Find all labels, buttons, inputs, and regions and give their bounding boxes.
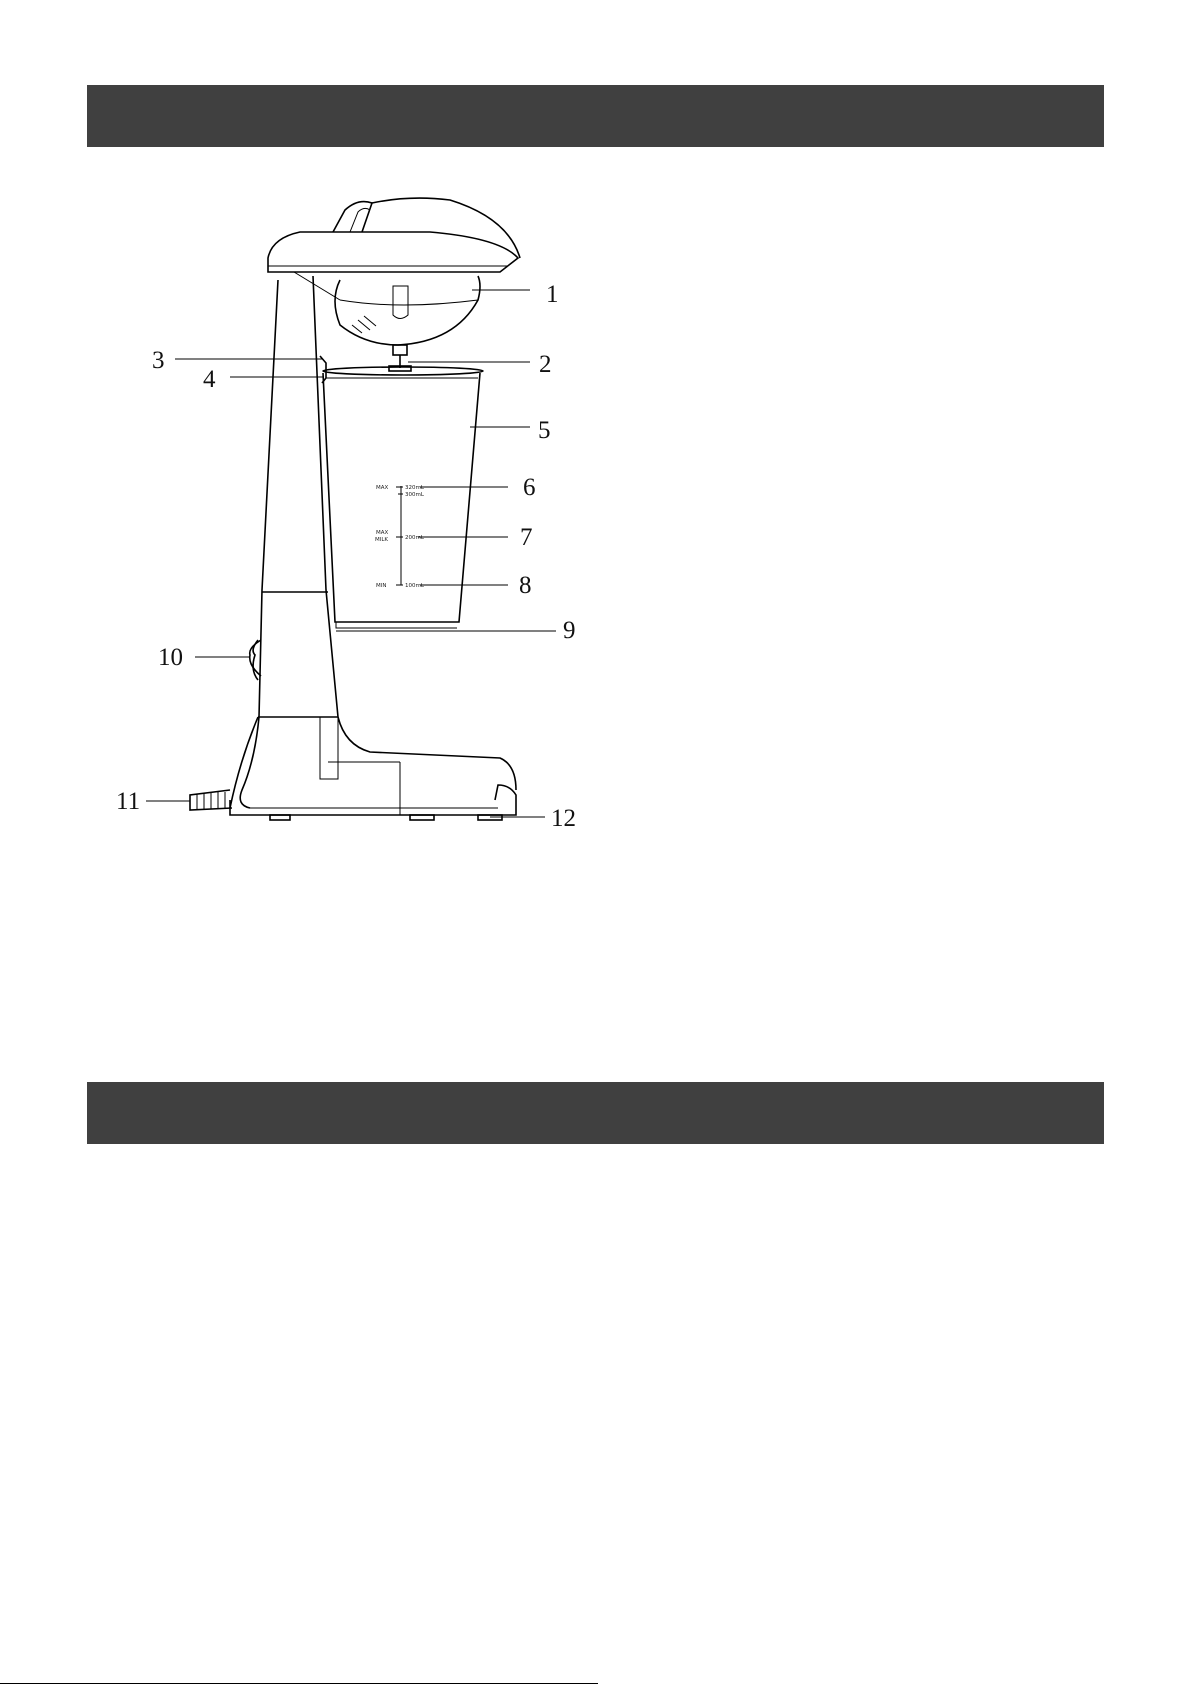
mixing-cup bbox=[323, 367, 483, 628]
callout-3: 3 bbox=[152, 347, 165, 374]
section-header-bar-2 bbox=[87, 1082, 1104, 1144]
stand-column bbox=[230, 276, 516, 808]
scale-max-milk-label-2: MILK bbox=[375, 537, 389, 543]
footer-rule bbox=[0, 1683, 598, 1684]
power-cord bbox=[190, 790, 232, 810]
callout-10: 10 bbox=[158, 644, 183, 671]
scale-300ml: 300mL bbox=[405, 492, 424, 498]
scale-max-milk-label: MAX bbox=[376, 530, 389, 536]
motor-head bbox=[268, 198, 520, 345]
scale-320ml: 320mL bbox=[405, 485, 424, 491]
callout-2: 2 bbox=[539, 351, 552, 378]
callout-5: 5 bbox=[538, 417, 551, 444]
callout-8: 8 bbox=[519, 572, 532, 599]
scale-200ml: 200mL bbox=[405, 535, 424, 541]
callout-6: 6 bbox=[523, 474, 536, 501]
stand-base bbox=[230, 717, 516, 820]
cup-scale bbox=[375, 485, 425, 589]
callout-labels bbox=[116, 281, 576, 832]
callout-1: 1 bbox=[546, 281, 559, 308]
callout-7: 7 bbox=[520, 524, 533, 551]
callout-4: 4 bbox=[203, 366, 216, 393]
scale-max-label: MAX bbox=[376, 485, 389, 491]
scale-100ml: 100mL bbox=[405, 583, 424, 589]
callout-11: 11 bbox=[116, 788, 141, 815]
scale-min-label: MIN bbox=[376, 583, 387, 589]
callout-9: 9 bbox=[563, 617, 576, 644]
callout-12: 12 bbox=[551, 805, 576, 832]
